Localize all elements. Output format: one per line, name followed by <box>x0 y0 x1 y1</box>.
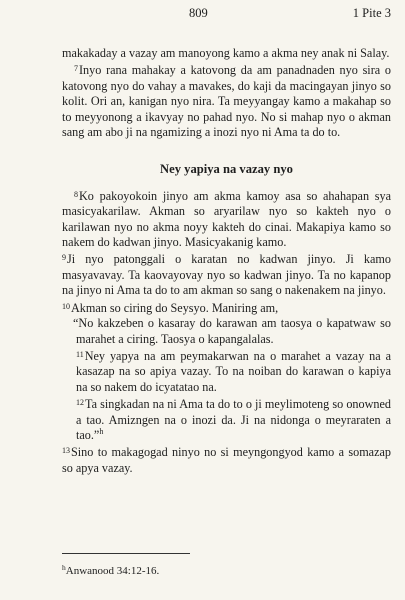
footnote-divider <box>62 553 190 554</box>
verse-paragraph <box>62 61 391 140</box>
poetic-quotation <box>73 316 391 443</box>
verse-paragraph <box>62 299 391 316</box>
quote-line: “No kakzeben o kasaray do karawan am taosya o kapatwaw so marahet a ciring. Taosya o kapangalalas. <box>73 316 391 346</box>
footnote-reference: h <box>99 426 104 436</box>
verse-number: 13 <box>62 446 70 456</box>
footnote-text: Anwanood 34:12-16. <box>65 565 160 577</box>
quote-line <box>76 395 391 443</box>
body-text <box>62 46 391 476</box>
verse-number: 11 <box>76 349 84 359</box>
paragraph: makakaday a vazay am manoyong kamo a akma ney anak ni Salay. <box>62 46 390 60</box>
page-number: 809 <box>189 6 208 20</box>
verse-number: 10 <box>62 301 70 311</box>
footnote <box>62 563 159 577</box>
verse-text: Ta singkadan na ni Ama ta do to o ji meylimoteng so onowned a tao. Amizngen na o inozi da. Ji na nidonga o meyraraten a tao.” <box>76 397 391 442</box>
verse-number: 9 <box>62 253 66 263</box>
verse-text: Ney yapya na am peymakarwan na o marahet a vazay na a kasazap na so apiya vazay. To na noiban do karawan o kapiya na so nakem do icyatatao na. <box>76 348 391 394</box>
verse-text: Ji nyo patonggali o karatan no kadwan jinyo. Ji kamo masyavavay. Ta kaovayovay nyo so kadwan jinyo. Ta no kapanop na jinyo ni Ama ta do to am akman so sang o nakenakem na jinyo. <box>62 252 391 298</box>
verse-paragraph <box>62 187 391 251</box>
verse-number: 8 <box>74 189 78 199</box>
verse-paragraph <box>62 250 391 298</box>
verse-number: 12 <box>76 398 84 408</box>
quote-line <box>76 347 391 395</box>
verse-paragraph <box>62 443 391 476</box>
running-header <box>0 6 405 24</box>
section-heading: Ney yapiya na vazay nyo <box>160 162 293 177</box>
book-chapter-reference: 1 Pite 3 <box>352 6 391 20</box>
verse-text: Akman so ciring do Seysyo. Maniring am, <box>71 300 279 315</box>
verse-text: Ko pakoyokoin jinyo am akma kamoy asa so ahahapan sya masicyakarilaw. Akman so aryarilaw nyo so kakteh nyo o karilawan nyo no akma noyy kakteh do cinai. Makapiya kamo so nakem do kadwan jinyo. Masicyakanig kamo. <box>62 188 391 250</box>
verse-text: Inyo rana mahakay a katovong da am panadnaden nyo sira o katovong nyo do vahay a mavakes, do kaji da macingayan jinyo so kolit. Ori an, kanigan nyo nira. Ta meyyangay kamo a makahap so to meyyonong a ikavyay no pahad nyo. No si mahap nyo o akman sang am abo ji na ngamizing a inozi nyo ni Ama ta do to. <box>62 63 391 140</box>
verse-text: Sino to makagogad ninyo no si meyngongyod kamo a somazap so apya vazay. <box>62 445 391 475</box>
footnote-marker: h <box>62 563 66 572</box>
verse-number: 7 <box>74 64 78 74</box>
